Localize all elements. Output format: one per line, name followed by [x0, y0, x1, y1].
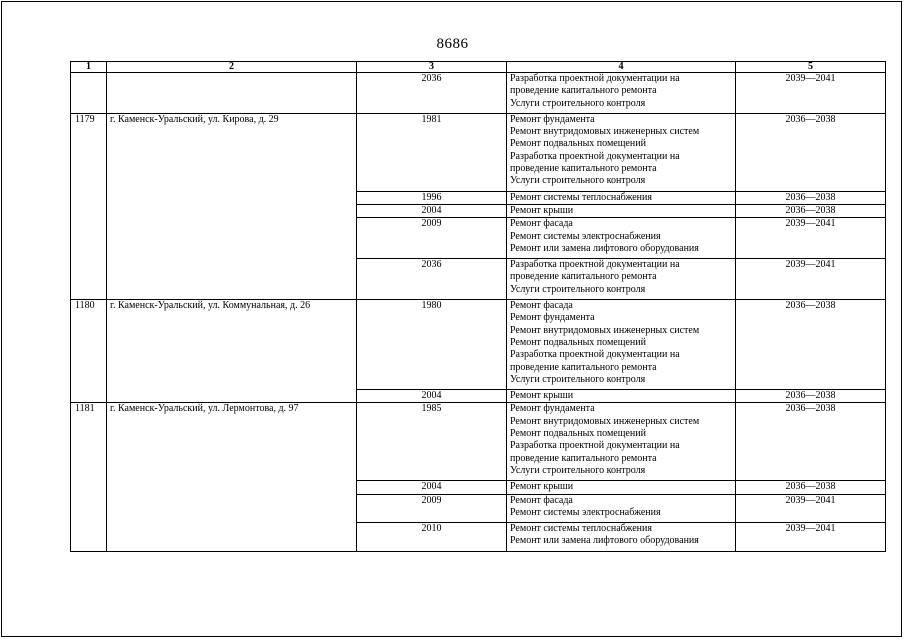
work-item: проведение капитального ремонта [510, 163, 657, 175]
planned-period: 2036—2038 [736, 403, 886, 481]
work-item: Ремонт фундамента [510, 312, 595, 324]
work-item: Услуги строительного контроля [510, 283, 646, 295]
work-item: Ремонт подвальных помещений [510, 336, 646, 348]
work-item: Разработка проектной документации на [510, 73, 680, 84]
works-list [507, 403, 736, 481]
work-item: Ремонт фасада [510, 494, 573, 506]
works-list [507, 481, 736, 494]
work-item: Ремонт крыши [510, 204, 574, 216]
last-repair-year: 2036 [357, 259, 507, 300]
work-item: Разработка проектной документации на [510, 440, 680, 452]
work-item: Разработка проектной документации на [510, 349, 680, 361]
work-item: Ремонт системы теплоснабжения [510, 191, 652, 203]
last-repair-year: 1985 [357, 403, 507, 481]
planned-period: 2039—2041 [736, 523, 886, 552]
work-item: проведение капитального ремонта [510, 452, 657, 464]
header-col-4: 4 [507, 62, 736, 73]
work-item: Услуги строительного контроля [510, 97, 646, 109]
planned-period: 2039—2041 [736, 73, 886, 114]
work-item: Услуги строительного контроля [510, 175, 646, 187]
last-repair-year: 1981 [357, 113, 507, 191]
works-list [507, 300, 736, 390]
work-item: Ремонт внутридомовых инженерных систем [510, 126, 700, 138]
last-repair-year: 2004 [357, 204, 507, 217]
work-item: Ремонт или замена лифтового оборудования [510, 535, 699, 547]
header-row [71, 62, 886, 73]
work-item: Ремонт подвальных помещений [510, 428, 646, 440]
works-list [507, 259, 736, 300]
header-col-1: 1 [71, 62, 107, 73]
works-list [507, 191, 736, 204]
works-list [507, 73, 736, 114]
planned-period: 2036—2038 [736, 481, 886, 494]
works-list [507, 218, 736, 259]
planned-period: 2039—2041 [736, 218, 886, 259]
work-item: Услуги строительного контроля [510, 373, 646, 385]
works-list [507, 113, 736, 191]
works-list [507, 204, 736, 217]
last-repair-year: 2004 [357, 481, 507, 494]
works-list [507, 494, 736, 523]
work-item: Ремонт фасада [510, 300, 573, 312]
planned-period: 2036—2038 [736, 113, 886, 191]
planned-period: 2036—2038 [736, 191, 886, 204]
last-repair-year: 2009 [357, 218, 507, 259]
work-item: Ремонт внутридомовых инженерных систем [510, 324, 700, 336]
building-number: 1179 [71, 113, 107, 299]
building-address-text: г. Каменск-Уральский, ул. Лермонтова, д. 97 [110, 403, 299, 415]
building-address-text: г. Каменск-Уральский, ул. Кирова, д. 29 [110, 113, 279, 125]
building-address [107, 403, 357, 551]
building-number: 1180 [71, 300, 107, 403]
work-item: Ремонт подвальных помещений [510, 138, 646, 150]
works-list [507, 390, 736, 403]
last-repair-year: 2010 [357, 523, 507, 552]
work-item: проведение капитального ремонта [510, 271, 657, 283]
building-number: 1181 [71, 403, 107, 551]
planned-period: 2039—2041 [736, 259, 886, 300]
work-item: Ремонт фундамента [510, 403, 595, 415]
header-col-5: 5 [736, 62, 886, 73]
work-item: Ремонт крыши [510, 481, 574, 493]
planned-period: 2036—2038 [736, 300, 886, 390]
work-item: Ремонт фундамента [510, 113, 595, 125]
work-item: Ремонт или замена лифтового оборудования [510, 242, 699, 254]
building-number [71, 73, 107, 114]
last-repair-year: 2009 [357, 494, 507, 523]
last-repair-year: 1980 [357, 300, 507, 390]
table-row [71, 73, 886, 114]
works-list [507, 523, 736, 552]
building-address-text: г. Каменск-Уральский, ул. Коммунальная, д. 26 [110, 300, 311, 312]
work-item: Ремонт крыши [510, 390, 574, 402]
planned-period: 2036—2038 [736, 204, 886, 217]
table-row [71, 113, 886, 191]
building-address [107, 73, 357, 114]
header-col-3: 3 [357, 62, 507, 73]
work-item: Разработка проектной документации на [510, 150, 680, 162]
building-address [107, 113, 357, 299]
work-item: проведение капитального ремонта [510, 361, 657, 373]
last-repair-year: 2036 [357, 73, 507, 114]
building-address [107, 300, 357, 403]
header-col-2: 2 [107, 62, 357, 73]
repair-schedule-table [70, 61, 886, 552]
work-item: Ремонт системы электроснабжения [510, 506, 661, 518]
table-body [71, 73, 886, 552]
work-item: Ремонт внутридомовых инженерных систем [510, 415, 700, 427]
last-repair-year: 1996 [357, 191, 507, 204]
page-number: 8686 [436, 36, 469, 52]
work-item: Услуги строительного контроля [510, 464, 646, 476]
work-item: Ремонт фасада [510, 218, 573, 230]
last-repair-year: 2004 [357, 390, 507, 403]
table-row [71, 300, 886, 390]
table-row [71, 403, 886, 481]
work-item: Ремонт системы электроснабжения [510, 230, 661, 242]
planned-period: 2036—2038 [736, 390, 886, 403]
work-item: проведение капитального ремонта [510, 85, 657, 97]
planned-period: 2039—2041 [736, 494, 886, 523]
work-item: Разработка проектной документации на [510, 259, 680, 271]
work-item: Ремонт системы теплоснабжения [510, 523, 652, 535]
